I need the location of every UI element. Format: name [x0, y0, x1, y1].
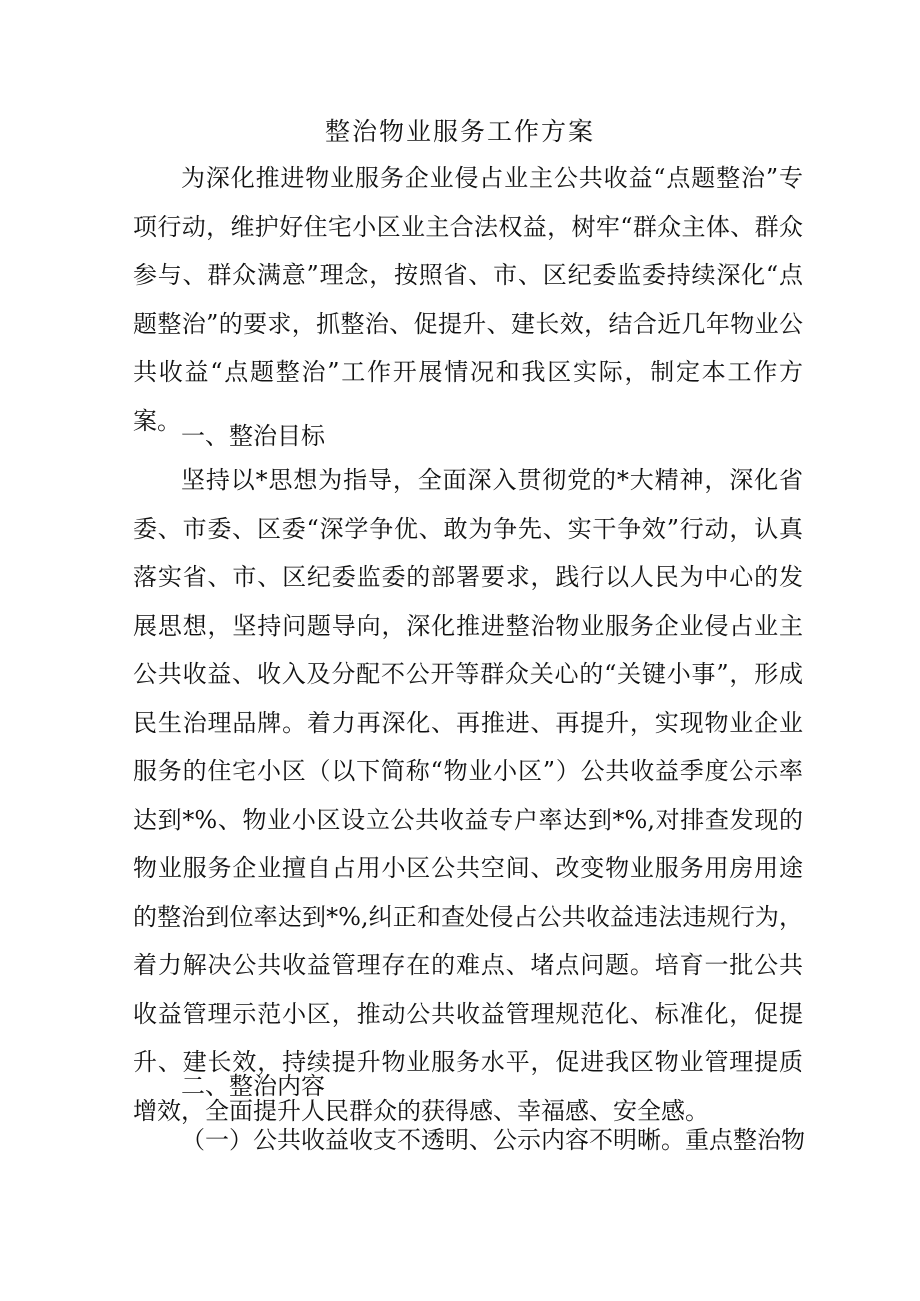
intro-paragraph: 为深化推进物业服务企业侵占业主公共收益“点题整治”专项行动，维护好住宅小区业主合法权益，树牢“群众主体、群众参与、群众满意”理念，按照省、市、区纪委监委持续深化“点题整治”的要求，抓整治、促提升、建长效，结合近几年物业公共收益“点题整治”工作开展情况和我区实际，制定本工作方案。: [133, 164, 803, 435]
document-title: 整治物业服务工作方案: [324, 117, 595, 146]
section-heading-goals: 一、整治目标: [181, 422, 325, 450]
subsection-paragraph: （一）公共收益收支不透明、公示内容不明晰。重点整治物: [181, 1126, 805, 1154]
goals-paragraph: 坚持以*思想为指导，全面深入贯彻党的*大精神，深化省委、市委、区委“深学争优、敢为争先、实干争效”行动，认真落实省、市、区纪委监委的部署要求，践行以人民为中心的发展思想，坚持问题导向，深化推进整治物业服务企业侵占业主公共收益、收入及分配不公开等群众关心的“关键小事”，形成民生治理品牌。着力再深化、再推进、再提升，实现物业企业服务的住宅小区（以下简称“物业小区”）公共收益季度公示率达到*%、物业小区设立公共收益专户率达到*%,对排查发现的物业服务企业擅自占用小区公共空间、改变物业服务用房用途的整治到位率达到*%,纠正和查处侵占公共收益违法违规行为，着力解决公共收益管理存在的难点、堵点问题。培育一批公共收益管理示范小区，推动公共收益管理规范化、标准化，促提升、建长效，持续提升物业服务水平，促进我区物业管理提质增效，全面提升人民群众的获得感、幸福感、安全感。: [133, 466, 803, 1125]
section-heading-content: 二、整治内容: [181, 1072, 325, 1100]
